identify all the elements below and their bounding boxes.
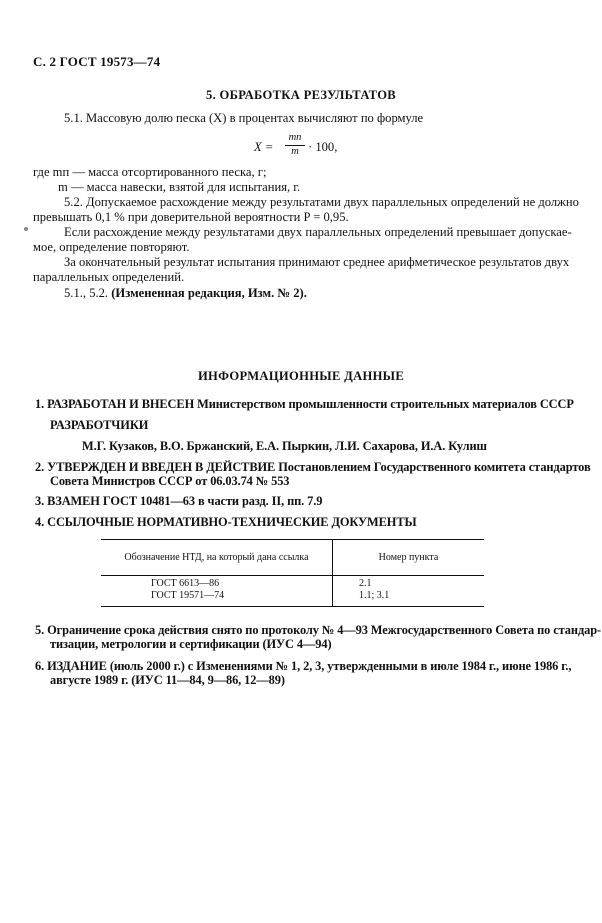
info-item-2-line-2: Совета Министров СССР от 06.03.74 № 553 <box>50 474 290 488</box>
table-cell-clause: 1.1; 3.1 <box>359 590 390 601</box>
developers-label: РАЗРАБОТЧИКИ <box>50 418 149 432</box>
info-item-1: 1. РАЗРАБОТАН И ВНЕСЕН Министерством промышленности строительных материалов СССР <box>35 397 574 411</box>
info-item-5-line-1: 5. Ограничение срока действия снято по протоколу № 4—93 Межгосударственного Совета по стандар- <box>35 623 602 637</box>
info-item-4: 4. ССЫЛОЧНЫЕ НОРМАТИВНО-ТЕХНИЧЕСКИЕ ДОКУМЕНТЫ <box>35 515 417 529</box>
table-header-clause: Номер пункта <box>378 552 439 563</box>
amendment-note <box>64 286 307 301</box>
paragraph-5-1 <box>64 111 423 126</box>
where-line-2: m — масса навески, взятой для испытания, г. <box>58 180 301 194</box>
paragraph-final-line-1: За окончательный результат испытания принимают среднее арифметическое результатов двух <box>64 255 570 269</box>
paragraph-repeat-line-1: Если расхождение между результатами двух параллельных определений превышает допускае- <box>64 225 572 239</box>
section-5-title: 5. ОБРАБОТКА РЕЗУЛЬТАТОВ <box>205 88 396 102</box>
formula-lhs: X = <box>254 140 274 154</box>
info-item-3: 3. ВЗАМЕН ГОСТ 10481—63 в части разд. II, пп. 7.9 <box>35 494 323 508</box>
amendment-note-bold: (Измененная редакция, Изм. № 2). <box>111 286 307 300</box>
info-item-6-line-2: августе 1989 г. (ИУС 11—84, 9—86, 12—89) <box>50 673 285 687</box>
paragraph-5-1-text: 5.1. Массовую долю песка (X) в процентах вычисляют по формуле <box>64 111 424 125</box>
margin-mark <box>24 227 28 231</box>
amendment-note-prefix: 5.1., 5.2. <box>64 286 112 300</box>
info-item-2-line-1: 2. УТВЕРЖДЕН И ВВЕДЕН В ДЕЙСТВИЕ Постановлением Государственного комитета стандартов <box>35 460 591 474</box>
paragraph-5-2-line-2: превышать 0,1 % при доверительной вероятности P = 0,95. <box>33 210 349 224</box>
formula-denominator: m <box>291 146 299 157</box>
table-header-divider <box>101 575 484 576</box>
info-title: ИНФОРМАЦИОННЫЕ ДАННЫЕ <box>197 369 405 383</box>
table-cell-clause: 2.1 <box>359 578 372 589</box>
info-item-5-line-2: тизации, метрологии и сертификации (ИУС 4—94) <box>50 637 332 651</box>
formula-fraction <box>285 132 305 158</box>
info-item-6-line-1: 6. ИЗДАНИЕ (июль 2000 г.) с Изменениями № 1, 2, 3, утвержденными в июле 1984 г., июне 1986 г., <box>35 659 572 673</box>
table-column-divider <box>332 540 333 606</box>
table-header-designation: Обозначение НТД, на который дана ссылка <box>124 552 309 563</box>
page-header: С. 2 ГОСТ 19573—74 <box>33 54 161 69</box>
paragraph-final-line-2: параллельных определений. <box>33 270 185 284</box>
paragraph-5-2-line-1: 5.2. Допускаемое расхождение между результатами двух параллельных определений не должно <box>64 195 579 209</box>
formula-rhs: · 100, <box>308 140 338 154</box>
references-table <box>101 539 484 607</box>
developers-list: М.Г. Кузаков, В.О. Бржанский, Е.А. Пыркин, Л.И. Сахарова, И.А. Кулиш <box>82 439 487 453</box>
formula-numerator: mп <box>285 132 305 146</box>
table-cell-designation: ГОСТ 19571—74 <box>151 590 225 601</box>
where-line-1: где mп — масса отсортированного песка, г; <box>33 165 267 179</box>
table-cell-designation: ГОСТ 6613—86 <box>151 578 220 589</box>
paragraph-repeat-line-2: мое, определение повторяют. <box>33 240 190 254</box>
